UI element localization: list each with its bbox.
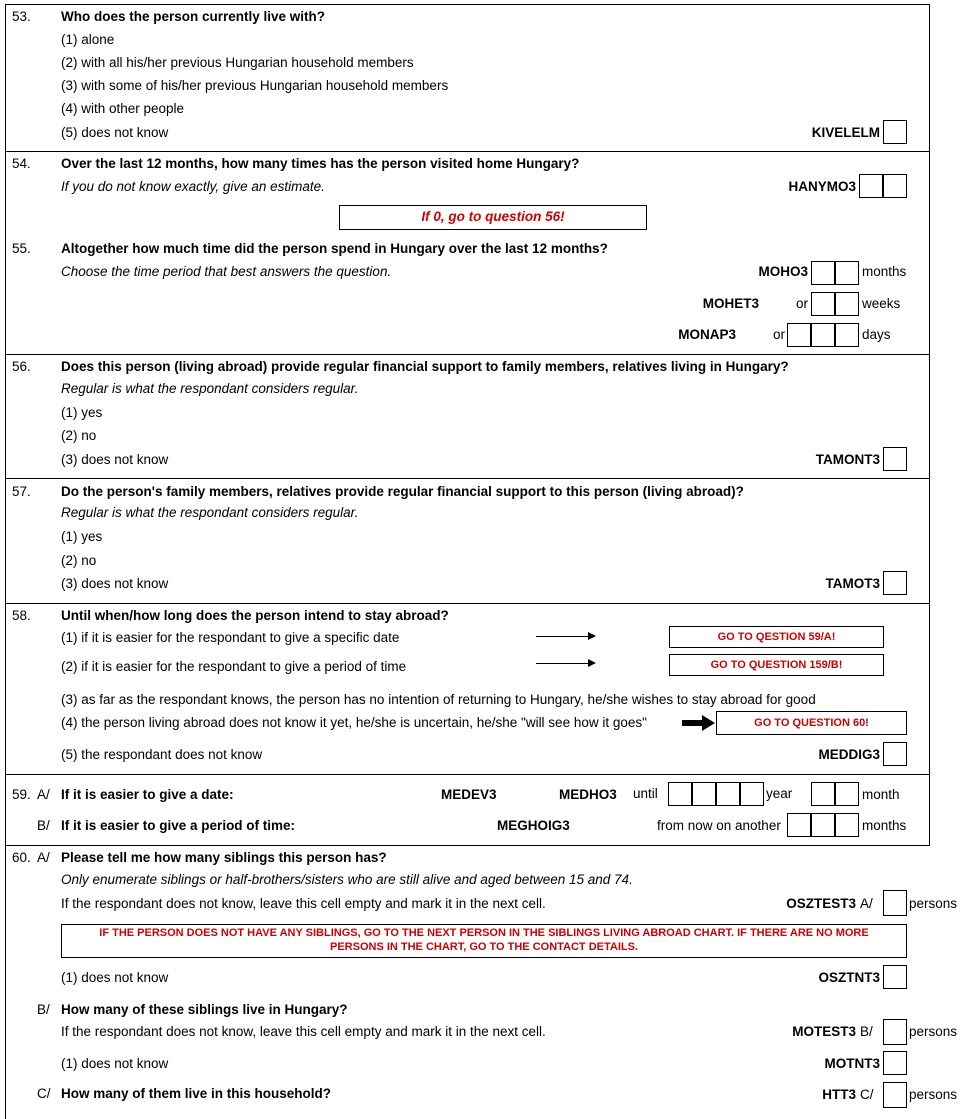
q60-c-persons: persons xyxy=(909,1087,958,1102)
q59-a-month: month xyxy=(862,787,900,802)
q56-option-1: (1) yes xyxy=(61,405,103,420)
q58-goto-4: GO TO QUESTION 60! xyxy=(716,711,907,735)
q60-b-answer-box[interactable] xyxy=(883,1019,907,1045)
q60-a-code: OSZTEST3 xyxy=(786,896,856,911)
q54-skip-instruction: If 0, go to question 56! xyxy=(421,209,565,224)
q60-a-code-suffix: A/ xyxy=(860,896,873,911)
q55-months-box-1[interactable] xyxy=(811,261,835,285)
q59-a-question: If it is easier to give a date: xyxy=(61,787,234,802)
q53-option-3: (3) with some of his/her previous Hungarian household members xyxy=(61,78,449,93)
q58-option-4: (4) the person living abroad does not know it yet, he/she is uncertain, he/she "will see how it goes" xyxy=(61,715,647,730)
q55-question: Altogether how much time did the person spend in Hungary over the last 12 months? xyxy=(61,241,608,256)
q58-arrow-2 xyxy=(536,663,594,664)
q54-question: Over the last 12 months, how many times has the person visited home Hungary? xyxy=(61,156,580,171)
q60-a-note: If the respondant does not know, leave this cell empty and mark it in the next cell. xyxy=(61,896,546,911)
q55-weeks-code: MOHET3 xyxy=(702,296,759,311)
q59-b-code: MEGHOIG3 xyxy=(497,818,570,833)
q60-c-answer-box[interactable] xyxy=(883,1082,907,1108)
q59-period-box-1[interactable] xyxy=(787,813,811,837)
q55-days-or: or xyxy=(773,327,786,342)
q56-instruction: Regular is what the respondant considers regular. xyxy=(61,381,359,396)
q59-a-code-month: MEDHO3 xyxy=(559,787,617,802)
q60-b-question: How many of these siblings live in Hungary? xyxy=(61,1002,348,1017)
q55-months-box-2[interactable] xyxy=(835,261,859,285)
q56-code: TAMONT3 xyxy=(815,452,880,467)
q55-days-box-2[interactable] xyxy=(811,323,835,347)
q59-b-from: from now on another xyxy=(657,818,781,833)
q60-a-answer-box[interactable] xyxy=(883,890,907,916)
q56-option-2: (2) no xyxy=(61,428,97,443)
q57-number: 57. xyxy=(12,484,31,499)
q60-b-dk-box[interactable] xyxy=(883,1051,907,1075)
q59-b-label: B/ xyxy=(37,818,50,833)
q55-days-box-1[interactable] xyxy=(787,323,811,347)
q60-b-code: MOTEST3 xyxy=(792,1024,856,1039)
q59-b-months: months xyxy=(862,818,907,833)
q60-a-label: A/ xyxy=(37,850,50,865)
q58-arrow-1 xyxy=(536,636,594,637)
q59-period-box-2[interactable] xyxy=(811,813,835,837)
q58-code: MEDDIG3 xyxy=(818,747,880,762)
q60-a-dont-know: (1) does not know xyxy=(61,970,169,985)
q53-question: Who does the person currently live with? xyxy=(61,9,326,24)
q55-days-code: MONAP3 xyxy=(678,327,736,342)
q56-number: 56. xyxy=(12,359,31,374)
q59-month-box-1[interactable] xyxy=(811,782,835,806)
q60-number: 60. xyxy=(12,850,31,865)
frame-left xyxy=(5,4,6,1119)
q54-answer-box-2[interactable] xyxy=(883,174,907,198)
q60-b-note: If the respondant does not know, leave this cell empty and mark it in the next cell. xyxy=(61,1024,546,1039)
q59-a-code-year: MEDEV3 xyxy=(441,787,497,802)
q53-option-4: (4) with other people xyxy=(61,101,185,116)
q58-goto-2: GO TO QUESTION 159/B! xyxy=(669,654,884,676)
q60-b-dk-code: MOTNT3 xyxy=(824,1056,880,1071)
q59-year-box-2[interactable] xyxy=(692,782,716,806)
q55-months-label: months xyxy=(862,264,907,279)
q54-instruction: If you do not know exactly, give an estimate. xyxy=(61,179,325,194)
q53-option-1: (1) alone xyxy=(61,32,115,47)
q56-answer-box[interactable] xyxy=(883,447,907,471)
q60-a-dk-box[interactable] xyxy=(883,965,907,989)
q58-answer-box[interactable] xyxy=(883,742,907,766)
q55-instruction: Choose the time period that best answers the question. xyxy=(61,264,392,279)
divider-55-56 xyxy=(5,354,930,355)
q53-answer-box[interactable] xyxy=(883,120,907,144)
q60-c-question: How many of them live in this household? xyxy=(61,1086,332,1101)
q55-days-label: days xyxy=(862,327,891,342)
q58-option-5: (5) the respondant does not know xyxy=(61,747,263,762)
q59-a-label: A/ xyxy=(37,787,50,802)
q58-goto-1: GO TO QESTION 59/A! xyxy=(669,626,884,648)
q55-months-code: MOHO3 xyxy=(758,264,808,279)
q60-c-code-suffix: C/ xyxy=(860,1087,874,1102)
q60-skip-line-2: PERSONS IN THE CHART, GO TO THE CONTACT DETAILS. xyxy=(329,941,638,953)
q55-number: 55. xyxy=(12,241,31,256)
q55-weeks-box-2[interactable] xyxy=(835,292,859,316)
q60-a-persons: persons xyxy=(909,896,958,911)
q59-a-until: until xyxy=(633,786,658,801)
q53-option-2: (2) with all his/her previous Hungarian household members xyxy=(61,55,414,70)
q58-number: 58. xyxy=(12,608,31,623)
q54-number: 54. xyxy=(12,156,31,171)
q53-number: 53. xyxy=(12,9,31,24)
q58-option-1: (1) if it is easier for the respondant to give a specific date xyxy=(61,630,400,645)
q56-question: Does this person (living abroad) provide regular financial support to family members, relatives living in Hungary? xyxy=(61,359,789,374)
q57-option-3: (3) does not know xyxy=(61,576,169,591)
divider-59-60 xyxy=(5,845,930,846)
q57-answer-box[interactable] xyxy=(883,571,907,595)
q59-year-box-3[interactable] xyxy=(716,782,740,806)
q55-weeks-or: or xyxy=(796,296,809,311)
q55-weeks-label: weeks xyxy=(862,296,901,311)
q59-number: 59. xyxy=(12,787,31,802)
q55-weeks-box-1[interactable] xyxy=(811,292,835,316)
q58-arrow-4 xyxy=(682,714,716,732)
q60-b-dont-know: (1) does not know xyxy=(61,1056,169,1071)
q60-a-instruction: Only enumerate siblings or half-brothers/sisters who are still alive and aged between 15 and 74. xyxy=(61,872,633,887)
q58-option-3: (3) as far as the respondant knows, the person has no intention of returning to Hungary, he/she wishes to stay abroad for good xyxy=(61,692,816,707)
q59-month-box-2[interactable] xyxy=(835,782,859,806)
divider-53-54 xyxy=(5,151,930,152)
q57-option-1: (1) yes xyxy=(61,529,103,544)
q60-a-dk-code: OSZTNT3 xyxy=(818,970,880,985)
q60-b-label: B/ xyxy=(37,1002,50,1017)
q54-answer-box-1[interactable] xyxy=(859,174,883,198)
q57-option-2: (2) no xyxy=(61,553,97,568)
q60-skip-line-1: IF THE PERSON DOES NOT HAVE ANY SIBLINGS, GO TO THE NEXT PERSON IN THE SIBLINGS LIVING ABROAD CHART. IF THERE ARE NO MORE xyxy=(99,927,869,939)
divider-58-59 xyxy=(5,774,930,775)
frame-right xyxy=(929,4,930,846)
q60-b-persons: persons xyxy=(909,1024,958,1039)
q53-code: KIVELELM xyxy=(811,125,880,140)
q53-option-5: (5) does not know xyxy=(61,125,169,140)
divider-57-58 xyxy=(5,603,930,604)
q58-option-2: (2) if it is easier for the respondant to give a period of time xyxy=(61,659,407,674)
frame-top xyxy=(5,4,930,5)
q59-year-box-4[interactable] xyxy=(740,782,764,806)
q59-b-question: If it is easier to give a period of time: xyxy=(61,818,296,833)
q54-code: HANYMO3 xyxy=(788,179,856,194)
q60-c-label: C/ xyxy=(37,1086,51,1101)
q60-a-question: Please tell me how many siblings this person has? xyxy=(61,850,387,865)
q58-question: Until when/how long does the person intend to stay abroad? xyxy=(61,608,449,623)
q60-c-code: HTT3 xyxy=(822,1087,856,1102)
divider-56-57 xyxy=(5,478,930,479)
q59-year-box-1[interactable] xyxy=(668,782,692,806)
q60-b-code-suffix: B/ xyxy=(860,1024,873,1039)
q57-code: TAMOT3 xyxy=(825,576,880,591)
q59-a-year: year xyxy=(766,786,793,801)
q56-option-3: (3) does not know xyxy=(61,452,169,467)
q57-question: Do the person's family members, relatives provide regular financial support to this person (living abroad)? xyxy=(61,484,744,499)
q55-days-box-3[interactable] xyxy=(835,323,859,347)
q57-instruction: Regular is what the respondant considers regular. xyxy=(61,505,359,520)
q59-period-box-3[interactable] xyxy=(835,813,859,837)
